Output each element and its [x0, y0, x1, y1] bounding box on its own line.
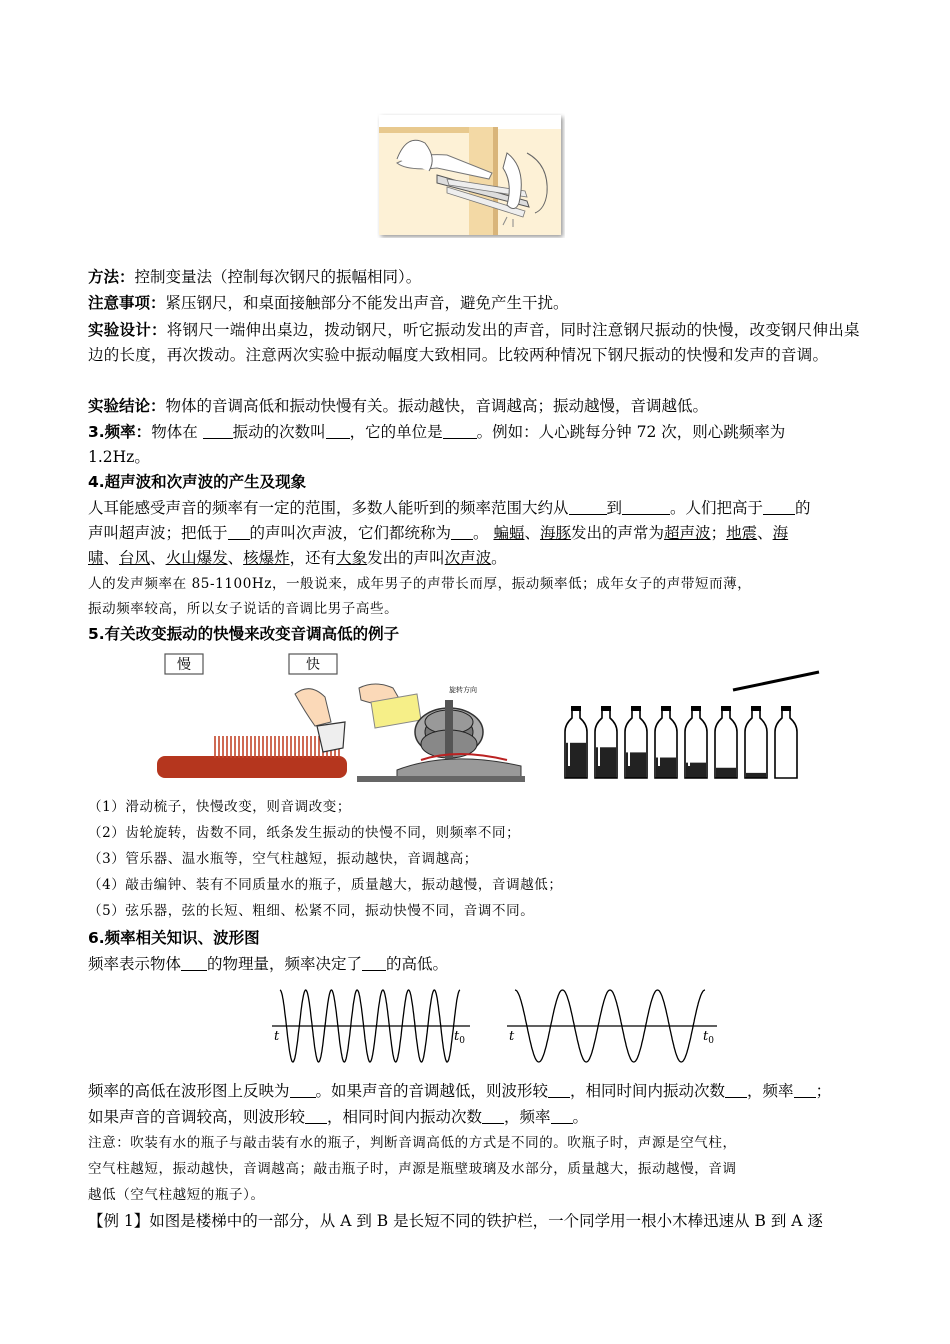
bottle: [625, 706, 647, 778]
s4-text: 人耳能感受声音的频率有一定的范围，多数人能听到的频率范围大约从: [88, 499, 569, 517]
blank: [305, 1109, 327, 1124]
s4-text: 、: [757, 524, 773, 542]
s4-text: ，还有: [289, 549, 337, 567]
blank: [451, 525, 473, 540]
section5-title-text: 5.有关改变振动的快慢来改变音调高低的例子: [88, 625, 400, 643]
s6-text: 。如果声音的音调越低，则波形较: [315, 1082, 549, 1100]
earthquake-term: 地震: [726, 524, 758, 542]
ultrasound-term: 超声波: [664, 524, 711, 542]
s4-line1: [88, 496, 811, 521]
blank: [326, 424, 350, 439]
s4-text: 。: [473, 524, 489, 542]
blank: [548, 1083, 570, 1098]
frequency-line: [88, 420, 785, 445]
bottle: [655, 706, 677, 778]
blank: [181, 956, 207, 971]
frequency-text-c: ，它的单位是: [349, 423, 443, 441]
frequency-text-d: 。例如：人心跳每分钟 72 次，则心跳频率为: [476, 423, 786, 441]
blank: [228, 525, 250, 540]
frequency-text-a: 物体在: [151, 423, 203, 441]
s6-note2: 空气柱越短，振动越快，音调越高；敲击瓶子时，声源是瓶壁玻璃及水部分，质量越大，振动越慢，音调: [88, 1161, 737, 1177]
s6-text: 如果声音的音调较高，则波形较: [88, 1108, 306, 1126]
s4-text: 到: [606, 499, 623, 517]
design-text: 将钢尺一端伸出桌边，拨动钢尺，听它振动发出的声音，同时注意钢尺振动的快慢，改变钢尺伸出桌边的长度，再次拨动。注意两次实验中振动幅度大致相同。比较两种情况下钢尺振动的快慢和发声的音调。: [88, 321, 860, 364]
blank: [569, 500, 607, 515]
method-text: 控制变量法（控制每次钢尺的振幅相同）。: [134, 268, 422, 286]
s4-text: 。: [491, 549, 507, 567]
s5-item: （1）滑动梳子，快慢改变，则音调改变；: [88, 799, 351, 815]
bottle: [775, 706, 797, 778]
blank: [443, 424, 477, 439]
dolphin-term: 海豚: [540, 524, 572, 542]
conclusion-text: 物体的音调高低和振动快慢有关。振动越快，音调越高；振动越慢，音调越低。: [165, 397, 709, 415]
s6-text: 的高低。: [386, 955, 449, 973]
s6-text: ，相同时间内振动次数: [327, 1108, 483, 1126]
frequency-label: 3.频率：: [88, 423, 152, 441]
s4-text: 发出的声叫: [367, 549, 445, 567]
s6-text: ，频率: [504, 1108, 551, 1126]
s4-text: 、: [227, 549, 244, 567]
s6-text: 的物理量，频率决定了: [207, 955, 363, 973]
s4-text: 、: [150, 549, 166, 567]
note-text: 紧压钢尺，和桌面接触部分不能发出声音，避免产生干扰。: [165, 294, 569, 312]
method-line: [88, 265, 421, 290]
blank: [482, 1109, 504, 1124]
typhoon-term: 台风: [119, 549, 151, 567]
volcano-term: 火山爆发: [165, 549, 228, 567]
nuclear-term: 核爆炸: [243, 549, 290, 567]
method-label: 方法：: [88, 268, 135, 286]
s4-text: 声叫超声波；把低于: [88, 524, 228, 542]
section5-title: [88, 622, 399, 647]
example1-line: 【例 1】如图是楼梯中的一部分，从 A 到 B 是长短不同的铁护栏，一个同学用一根小木棒迅速从 B 到 A 逐: [88, 1212, 823, 1230]
s5-item: （5）弦乐器，弦的长短、粗细、松紧不同，振动快慢不同，音调不同。: [88, 903, 535, 919]
note-line: [88, 291, 569, 316]
blank: [763, 500, 795, 515]
blank: [725, 1083, 747, 1098]
blank: [794, 1083, 816, 1098]
s4-line3: [88, 546, 507, 571]
wave2-t0-label: $t_0$: [703, 1029, 714, 1046]
s6-text: ，相同时间内振动次数: [570, 1082, 726, 1100]
s6-line1: [88, 952, 448, 977]
tsunami-term-2: 啸: [88, 549, 104, 567]
blank: [362, 956, 386, 971]
tsunami-term: 海: [772, 524, 789, 542]
rotation-label: 旋转方向: [449, 686, 477, 694]
wave1-t0-label: $t_0$: [454, 1029, 465, 1046]
blank: [551, 1109, 573, 1124]
s6-line3: [88, 1105, 588, 1130]
s4-text: 的声叫次声波，它们都统称为: [249, 524, 452, 542]
design-label: 实验设计：: [88, 321, 167, 339]
section4-title-text: 4.超声波和次声波的产生及现象: [88, 473, 307, 491]
s6-text: ；: [815, 1082, 832, 1100]
s4-line2: [88, 521, 788, 546]
frequency-text-b: 振动的次数叫: [232, 423, 326, 441]
s6-note1: 注意：吹装有水的瓶子与敲击装有水的瓶子，判断音调高低的方式是不同的。吹瓶子时，声源是空气柱，: [88, 1135, 737, 1151]
conclusion-label: 实验结论：: [88, 397, 166, 415]
frequency-line-2: [88, 445, 150, 470]
s4-text: 、: [524, 524, 541, 542]
design-paragraph: [88, 318, 864, 368]
s6-note3: 越低（空气柱越短的瓶子）。: [88, 1187, 265, 1203]
ruler-figure: [377, 113, 565, 238]
elephant-term: 大象: [336, 549, 368, 567]
bottle: [595, 706, 617, 778]
wave1-t-label: t: [274, 1029, 280, 1044]
blank: [622, 500, 670, 515]
bottles-figure: [557, 666, 821, 784]
s4-text: 、: [103, 549, 120, 567]
s6-line2: [88, 1079, 831, 1104]
wave-low-frequency: [505, 984, 721, 1066]
wave-high-frequency: [270, 984, 474, 1066]
gear-figure: [357, 680, 525, 784]
s5-item: （2）齿轮旋转，齿数不同，纸条发生振动的快慢不同，则频率不同；: [88, 825, 521, 841]
section4-title: [88, 470, 306, 495]
section6-title: [88, 926, 260, 951]
s6-text: 频率表示物体: [88, 955, 182, 973]
wave2-t-label: t: [509, 1029, 515, 1044]
s6-text: 频率的高低在波形图上反映为: [88, 1082, 290, 1100]
bat-term: 蝙蝠: [493, 524, 525, 542]
bottle: [745, 706, 767, 778]
blank: [290, 1083, 316, 1098]
s6-text: ，频率: [747, 1082, 794, 1100]
conclusion-line: [88, 394, 708, 419]
s4-text: ；: [710, 524, 727, 542]
frequency-text-e: 1.2Hz。: [88, 448, 150, 466]
s4-note1: 人的发声频率在 85-1100Hz，一般说来，成年男子的声带长而厚，振动频率低；成年女子的声带短而薄，: [88, 576, 752, 592]
section6-title-text: 6.频率相关知识、波形图: [88, 929, 260, 947]
s4-text: 。人们把高于: [670, 499, 764, 517]
stick: [733, 672, 819, 690]
slow-label: 慢: [177, 657, 191, 673]
bottle: [715, 706, 737, 778]
infrasound-term: 次声波: [444, 549, 492, 567]
blank: [203, 424, 233, 439]
s5-item: （3）管乐器、温水瓶等，空气柱越短，振动越快，音调越高；: [88, 851, 478, 867]
s4-text: 发出的声常为: [571, 524, 665, 542]
bottle: [685, 706, 707, 778]
s4-note2: 振动频率较高，所以女子说话的音调比男子高些。: [88, 601, 399, 617]
fast-label: 快: [306, 657, 320, 673]
s5-item: （4）敲击编钟、装有不同质量水的瓶子，质量越大，振动越慢，音调越低；: [88, 877, 563, 893]
note-label: 注意事项：: [88, 294, 166, 312]
comb-body: [157, 756, 347, 778]
s6-text: 。: [572, 1108, 589, 1126]
s4-text: 的: [795, 499, 811, 517]
bottle: [565, 706, 587, 778]
comb-figure: [155, 652, 350, 784]
